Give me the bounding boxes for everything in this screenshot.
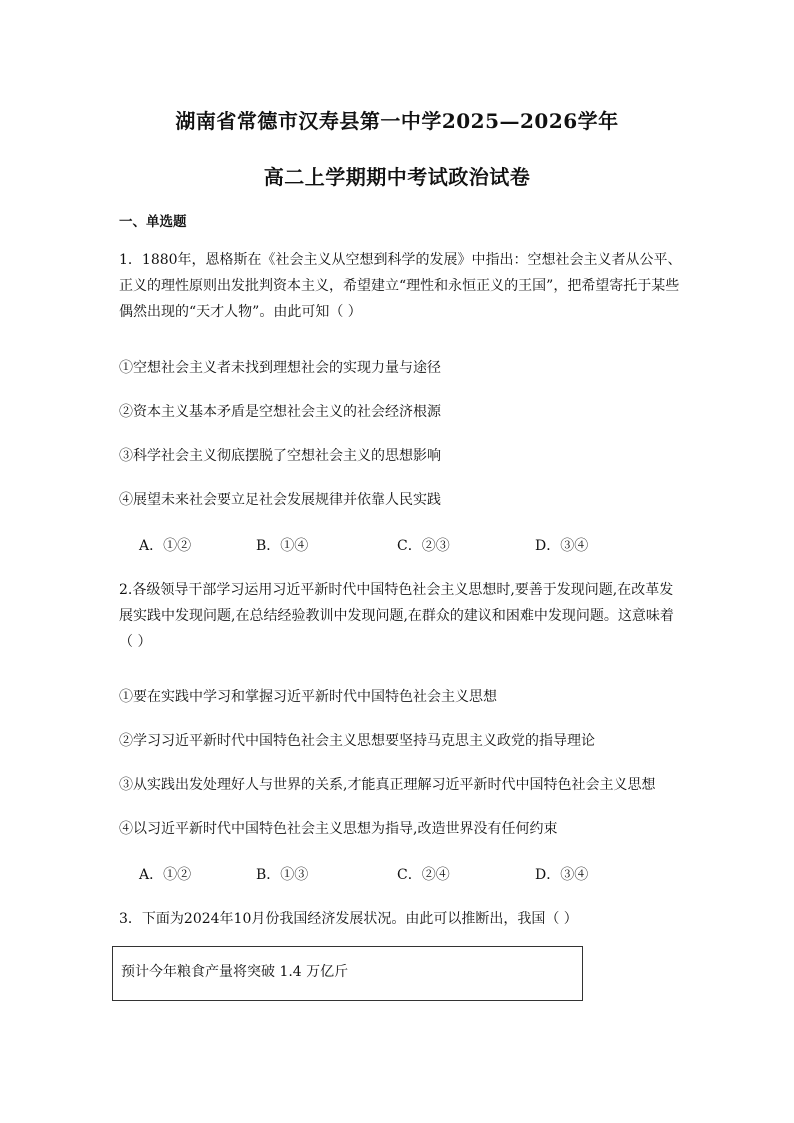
question-1-option-d[interactable]: D．③④ xyxy=(535,538,589,554)
question-2-option-d[interactable]: D．③④ xyxy=(535,867,589,883)
question-3-material-text: 预计今年粮食产量将突破 1.4 万亿斤 xyxy=(121,964,349,980)
question-2-option-b[interactable]: B．①③ xyxy=(256,867,309,883)
question-3-material-box xyxy=(112,946,583,1001)
question-1-item-1: ①空想社会主义者未找到理想社会的实现力量与途径 xyxy=(119,360,441,376)
exam-title-line2: 高二上学期期中考试政治试卷 xyxy=(263,165,531,189)
question-2-item-3: ③从实践出发处理好人与世界的关系,才能真正理解习近平新时代中国特色社会主义思想 xyxy=(119,777,656,793)
exam-title-line1: 湖南省常德市汉寿县第一中学2025—2026学年 xyxy=(175,109,619,133)
question-2-option-a[interactable]: A．①② xyxy=(139,867,192,883)
question-2-option-c[interactable]: C．②④ xyxy=(397,867,450,883)
question-2-item-1: ①要在实践中学习和掌握习近平新时代中国特色社会主义思想 xyxy=(119,689,497,705)
question-1-item-3: ③科学社会主义彻底摆脱了空想社会主义的思想影响 xyxy=(119,448,441,464)
question-2-stem: 2.各级领导干部学习运用习近平新时代中国特色社会主义思想时,要善于发现问题,在改革发展实践中发现问题,在总结经验教训中发现问题,在群众的建议和困难中发现问题。这意味着（ ） xyxy=(119,582,674,650)
question-1-item-2: ②资本主义基本矛盾是空想社会主义的社会经济根源 xyxy=(119,404,441,420)
question-1-stem: 1．1880年，恩格斯在《社会主义从空想到科学的发展》中指出：空想社会主义者从公平、正义的理性原则出发批判资本主义，希望建立“理性和永恒正义的王国”，把希望寄托于某些偶然出现的“天才人物”。由此可知（ ） xyxy=(119,252,682,320)
question-1-item-4: ④展望未来社会要立足社会发展规律并依靠人民实践 xyxy=(119,492,441,508)
question-1-option-a[interactable]: A．①② xyxy=(139,538,192,554)
question-2-item-4: ④以习近平新时代中国特色社会主义思想为指导,改造世界没有任何约束 xyxy=(119,821,558,837)
question-2-item-2: ②学习习近平新时代中国特色社会主义思想要坚持马克思主义政党的指导理论 xyxy=(119,733,595,749)
question-1-option-b[interactable]: B．①④ xyxy=(256,538,309,554)
question-1-option-c[interactable]: C．②③ xyxy=(397,538,450,554)
question-3-stem: 3．下面为2024年10月份我国经济发展状况。由此可以推断出，我国（ ） xyxy=(119,911,578,927)
section-heading: 一、单选题 xyxy=(119,214,187,230)
